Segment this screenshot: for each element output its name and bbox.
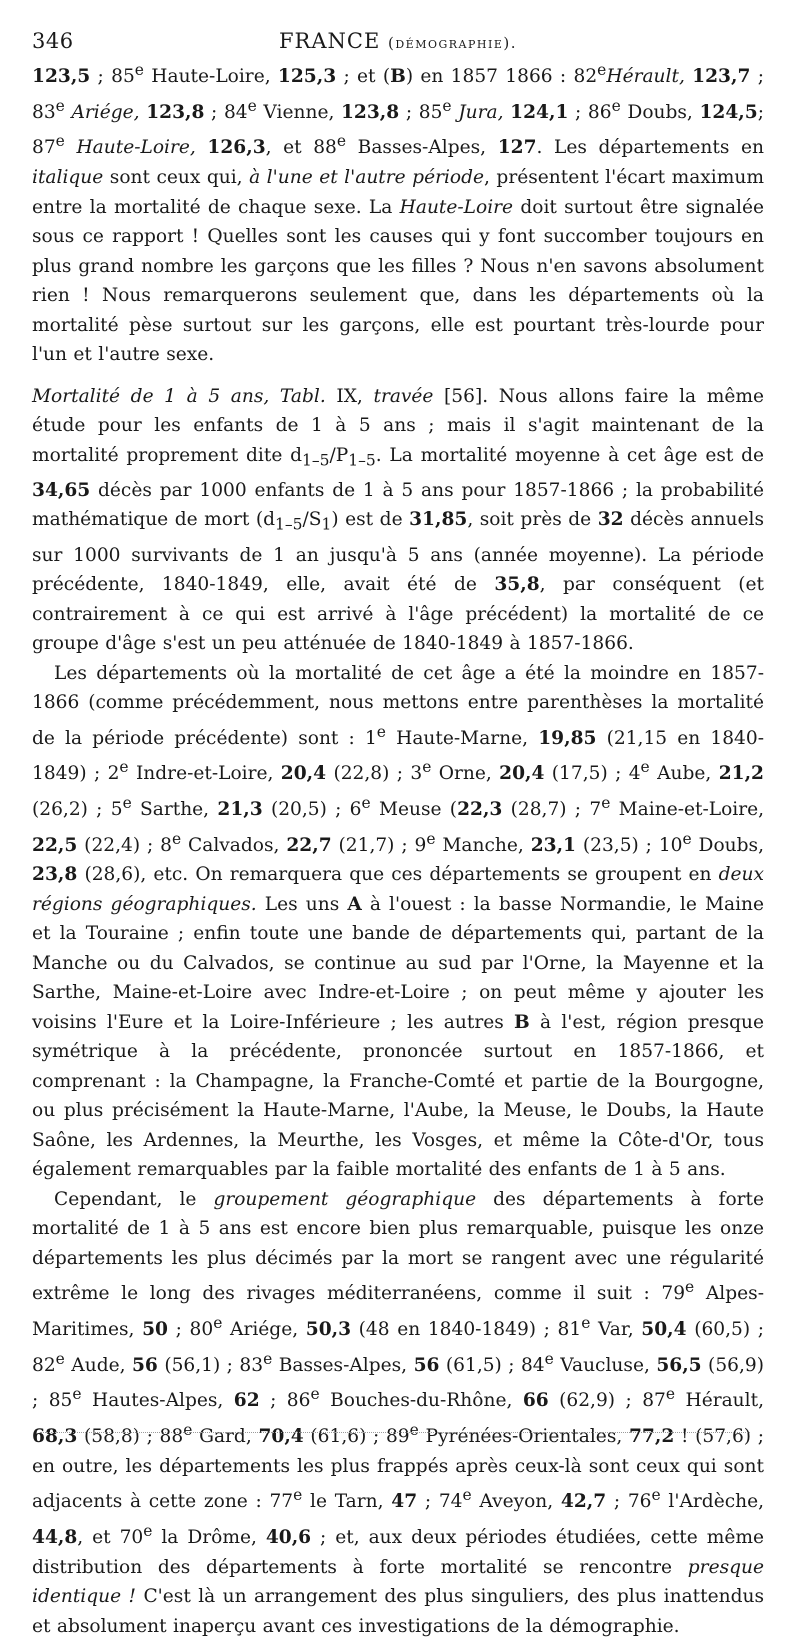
text-run-b: 123,5 <box>32 66 91 88</box>
running-title-main: FRANCE <box>278 29 381 53</box>
text-run-i: Jura, <box>458 101 504 123</box>
text-run-i: Hérault, <box>606 66 685 88</box>
text-run-b: 20,4 <box>280 763 327 785</box>
text-run-sup: e <box>55 1349 65 1368</box>
text-run-sup: e <box>601 793 611 812</box>
text-run-b: 31,85 <box>409 509 468 531</box>
text-run-b: 35,8 <box>494 574 540 595</box>
text-run-b: 124,5 <box>699 101 758 123</box>
text-run-b: 56 <box>131 1354 158 1376</box>
text-run-i: travée <box>373 385 434 407</box>
text-run-b: 124,1 <box>510 101 569 123</box>
text-run-sup: e <box>247 96 257 115</box>
text-run-b: 66 <box>522 1390 549 1412</box>
text-run-i: groupement géographique <box>213 1188 477 1210</box>
text-run-sup: e <box>376 722 386 741</box>
text-run-b: 62 <box>233 1390 260 1412</box>
text-run-sup: e <box>213 1313 223 1332</box>
document-page <box>32 26 764 1641</box>
text-run-b: 123,7 <box>692 66 751 88</box>
text-run-b: 34,65 <box>32 479 91 501</box>
footer-dotted-rule <box>40 1432 750 1433</box>
paragraph-mortalite-1-5-ans: Mortalité de 1 à 5 ans, Tabl. IX, travée [56]. Nous allons faire la même étude pour les enfants de 1 à 5 ans ; mais il s'agit maintenant de la mortalité proprement dite $d_{1-5}/P_{1-5}$. La mortalité moyenne à cet âge est de 34,65 décès par 1000 enfants de 1 à 5 ans pour 1857-1866 ; la probabilité mathématique de mort $(d_{1-5}/S_1)$ est de 31,85, soit près de 32 décès annuels sur 1000 survivants de 1 an jusqu'à 5 ans (année moyenne). La période précédente, 1840-1849, elle, avait été de 35,8, par conséquent (et contrairement à ce qui est arrivé à l'âge précédent) la mortalité de ce groupe d'âge s'est un peu atténuée de 1840-1849 à 1857-1866. <box>32 385 764 654</box>
running-head <box>32 26 764 56</box>
text-run-sup: e <box>183 1421 193 1439</box>
text-run-sub: 1–5 <box>302 451 330 470</box>
running-title <box>32 26 764 58</box>
text-run-i: Haute-Loire <box>399 196 514 218</box>
text-run-i: italique <box>32 167 104 189</box>
text-run-sup: e <box>72 1385 82 1404</box>
text-run-sup: e <box>665 1385 676 1404</box>
text-run-b: 22,7 <box>286 834 332 856</box>
text-run-b: 23,1 <box>530 834 576 856</box>
paragraph-continuation: 123,5 ; 85e Haute-Loire, 125,3 ; et (B) en 1857 1866 : 82eHérault, 123,7 ; 83e Ariége, 123,8 ; 84e Vienne, 123,8 ; 85e Jura, 124,1 ; 86e Doubs, 124,5; 87e Haute-Loire, 126,3, et 88e Basses-Alpes, 127. Les départements en italique sont ceux qui, à l'une et l'autre période, présentent l'écart maximum entre la mortalité de chaque sexe. La Haute-Loire doit surtout être signalée sous ce rapport ! Quelles sont les causes qui y font succomber toujours en plus grand nombre les garçons que les filles ? Nous n'en savons absolument rien ! Nous remarquerons seulement que, dans les départements où la mortalité pèse surtout sur les garçons, elle est pourtant très-lourde pour l'un et l'autre sexe. <box>32 61 765 366</box>
text-run-i: à l'une et l'autre période <box>249 167 485 189</box>
text-run-b: 19,85 <box>538 727 597 749</box>
text-run-sup: e <box>462 1486 472 1505</box>
text-run-b: B <box>390 66 406 88</box>
text-run-b: 126,3 <box>207 137 266 159</box>
text-run-sup: e <box>611 96 621 115</box>
page-number: 346 <box>32 29 74 53</box>
text-run-i: presque identique ! <box>32 1556 764 1608</box>
text-run-b: B <box>514 1011 530 1033</box>
text-run-b: A <box>347 893 362 915</box>
text-run-sup: e <box>422 758 432 777</box>
text-run-b: 40,6 <box>265 1527 312 1549</box>
text-run-b: 127 <box>497 137 537 159</box>
text-run-sup: e <box>544 1349 554 1368</box>
text-run-sub: 1–5 <box>348 451 376 470</box>
text-run-sup: e <box>442 96 452 115</box>
text-run-i: Ariége, <box>71 101 140 123</box>
text-run-b: 32 <box>597 509 624 531</box>
text-run-sup: e <box>640 758 650 777</box>
text-run-sup: e <box>409 1421 419 1439</box>
text-run-b: 22,5 <box>32 834 78 856</box>
text-run-i: deux régions géographiques. <box>32 864 764 915</box>
text-run-sup: e <box>651 1486 661 1505</box>
text-run-i: Haute-Loire, <box>76 137 196 159</box>
text-run-b: 23,8 <box>32 864 78 886</box>
text-run-sup: e <box>581 1313 591 1332</box>
text-run-sup: e <box>310 1385 320 1404</box>
text-run-b: 125,3 <box>277 66 337 88</box>
text-run-b: 50,3 <box>305 1319 352 1341</box>
text-run-b: 20,4 <box>499 763 545 785</box>
text-run-sup: e <box>122 793 132 812</box>
text-run-sup: e <box>682 829 692 848</box>
text-run-b: 21,2 <box>718 763 764 785</box>
paragraph-groupement-geographique: Cependant, le groupement géographique des départements à forte mortalité de 1 à 5 ans est encore bien plus remarquable, puisque les onze départements les plus décimés par la mort se rangent avec une régularité extrême le long des rivages méditerranéens, comme il suit : 79e Alpes-Maritimes, 50 ; 80e Ariége, 50,3 (48 en 1840-1849) ; 81e Var, 50,4 (60,5) ; 82e Aude, 56 (56,1) ; 83e Basses-Alpes, 56 (61,5) ; 84e Vaucluse, 56,5 (56,9) ; 85e Hautes-Alpes, 62 ; 86e Bouches-du-Rhône, 66 (62,9) ; 87e Hérault, 68,3 (58,8) ; 88e Gard, 70,4 (61,6) ; 89e Pyrénées-Orientales, 77,2 ! (57,6) ; en outre, les départements les plus frappés après ceux-là sont ceux qui sont adjacents à cette zone : 77e le Tarn, 47 ; 74e Aveyon, 42,7 ; 76e l'Ardèche, 44,8, et 70e la Drôme, 40,6 ; et, aux deux périodes étudiées, cette même distribution des départements à forte mortalité se rencontre presque identique ! C'est là un arrangement des plus singuliers, des plus inattendus et absolument inaperçu avant ces investigations de la démographie. <box>32 1188 765 1637</box>
text-run-sup: e <box>426 829 436 848</box>
text-run-b: 123,8 <box>146 101 205 123</box>
text-run-sup: e <box>263 1349 273 1368</box>
paragraph-departements-moindre-mortalite: Les départements où la mortalité de cet âge a été la moindre en 1857-1866 (comme précédemment, nous mettons entre parenthèses la mortalité de la période précédente) sont : 1e Haute-Marne, 19,85 (21,15 en 1840-1849) ; 2e Indre-et-Loire, 20,4 (22,8) ; 3e Orne, 20,4 (17,5) ; 4e Aube, 21,2 (26,2) ; 5e Sarthe, 21,3 (20,5) ; 6e Meuse (22,3 (28,7) ; 7e Maine-et-Loire, 22,5 (22,4) ; 8e Calvados, 22,7 (21,7) ; 9e Manche, 23,1 (23,5) ; 10e Doubs, 23,8 (28,6), etc. On remarquera que ces départements se groupent en deux régions géographiques. Les uns A à l'ouest : la basse Normandie, le Maine et la Touraine ; enfin toute une bande de départements qui, partant de la Manche ou du Calvados, se continue au sud par l'Orne, la Mayenne et la Sarthe, Maine-et-Loire avec Indre-et-Loire ; on peut même y ajouter les voisins l'Eure et la Loire-Inférieure ; les autres B à l'est, région presque symétrique à la précédente, prononcée surtout en 1857-1866, et comprenant : la Champagne, la Franche-Comté et partie de la Bourgogne, ou plus précisément la Haute-Marne, l'Aube, la Meuse, le Doubs, la Haute Saône, les Ardennes, la Meurthe, les Vosges, et même la Côte-d'Or, tous également remarquables par la faible mortalité des enfants de 1 à 5 ans. <box>32 662 765 1181</box>
text-run-i: Tabl. <box>279 385 326 407</box>
text-run-sup: e <box>597 61 607 79</box>
text-run-sub: 1–5 <box>274 516 303 534</box>
text-run-b: 123,8 <box>340 101 400 123</box>
running-title-subtitle: (démographie). <box>388 34 517 52</box>
text-run-b: 50,4 <box>641 1319 687 1341</box>
text-run-b: 44,8 <box>32 1527 78 1549</box>
text-run-sup: e <box>293 1486 303 1505</box>
text-run-b: 47 <box>391 1491 418 1513</box>
text-run-sup: e <box>685 1278 695 1297</box>
text-run-sup: e <box>119 758 129 777</box>
text-run-sup: e <box>55 132 65 151</box>
text-run-b: 21,3 <box>217 799 263 821</box>
text-run-sup: e <box>336 132 347 151</box>
text-run-b: 22,3 <box>457 799 503 821</box>
text-run-sup: e <box>134 61 144 79</box>
text-run-sup: e <box>361 793 371 812</box>
text-run-b: 68,3 <box>32 1426 78 1448</box>
text-run-sup: e <box>171 829 182 848</box>
text-run-sup: e <box>143 1521 153 1540</box>
text-run-b: 77,2 <box>628 1426 675 1448</box>
text-run-sup: e <box>55 96 65 115</box>
text-run-b: 50 <box>142 1319 168 1341</box>
text-run-b: 56 <box>413 1354 440 1376</box>
text-run-b: 42,7 <box>560 1491 607 1513</box>
text-run-sub: 1 <box>321 516 332 534</box>
text-run-i: Mortalité de 1 à 5 ans, <box>32 385 270 407</box>
text-run-b: 70,4 <box>258 1426 304 1448</box>
text-run-b: 56,5 <box>656 1354 702 1376</box>
